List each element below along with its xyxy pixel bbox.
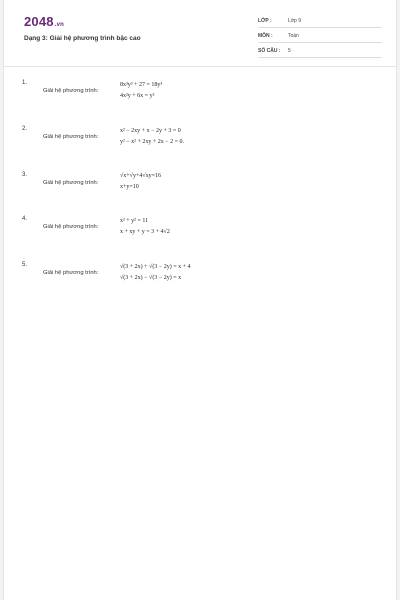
meta-count-row xyxy=(258,45,382,58)
equation-line: x² − 2xy + x − 2y + 3 = 0 xyxy=(120,128,181,134)
meta-subject-label: MÔN : xyxy=(258,33,273,39)
question-item xyxy=(22,126,382,156)
equation-system xyxy=(120,80,162,102)
question-lead: Giải hệ phương trình: xyxy=(43,180,99,186)
question-item xyxy=(22,80,382,110)
question-item xyxy=(22,262,382,292)
equation-line: 8x³y³ + 27 = 18y³ xyxy=(120,82,163,88)
logo-text: 2048 xyxy=(24,14,54,29)
question-number: 5. xyxy=(22,262,28,268)
meta-class-value: Lớp 9 xyxy=(288,18,302,24)
question-item xyxy=(22,172,382,202)
question-lead: Giải hệ phương trình: xyxy=(43,224,99,230)
equation-line: √(3 + 2x) + √(3 − 2y) = x + 4 xyxy=(120,264,191,270)
equation-line: x + xy + y = 3 + 4√2 xyxy=(120,229,170,235)
equation-system xyxy=(120,126,184,148)
meta-class-row xyxy=(258,15,382,28)
equation-system xyxy=(120,216,170,238)
worksheet-page xyxy=(4,0,396,600)
equation-line: x² + y² = 11 xyxy=(120,218,149,224)
question-lead: Giải hệ phương trình: xyxy=(43,134,99,140)
meta-count-value: 5 xyxy=(288,48,291,54)
equation-system xyxy=(120,171,161,193)
question-item xyxy=(22,216,382,246)
equation-line: x+y=10 xyxy=(120,184,139,190)
equation-line: √x+√y+4√xy=16 xyxy=(120,173,162,179)
equation-line: 4x²y + 6x = y² xyxy=(120,93,155,99)
page-title: Dạng 3: Giải hệ phương trình bậc cao xyxy=(24,35,141,42)
meta-class-label: LỚP : xyxy=(258,18,272,24)
question-lead: Giải hệ phương trình: xyxy=(43,88,99,94)
equation-line: y² − x² + 2xy + 2x − 2 = 0. xyxy=(120,139,185,145)
question-number: 2. xyxy=(22,126,28,132)
meta-count-label: SỐ CÂU : xyxy=(258,48,281,54)
meta-subject-row xyxy=(258,30,382,43)
question-number: 4. xyxy=(22,216,28,222)
header-divider xyxy=(4,66,396,67)
logo-suffix: .vn xyxy=(54,22,65,28)
meta-subject-value: Toán xyxy=(288,33,299,39)
question-lead: Giải hệ phương trình: xyxy=(43,270,99,276)
equation-system xyxy=(120,262,191,284)
site-logo[interactable] xyxy=(24,14,64,29)
question-number: 3. xyxy=(22,172,28,178)
equation-line: √(3 + 2x) − √(3 − 2y) = x xyxy=(120,275,182,281)
question-number: 1. xyxy=(22,80,28,86)
